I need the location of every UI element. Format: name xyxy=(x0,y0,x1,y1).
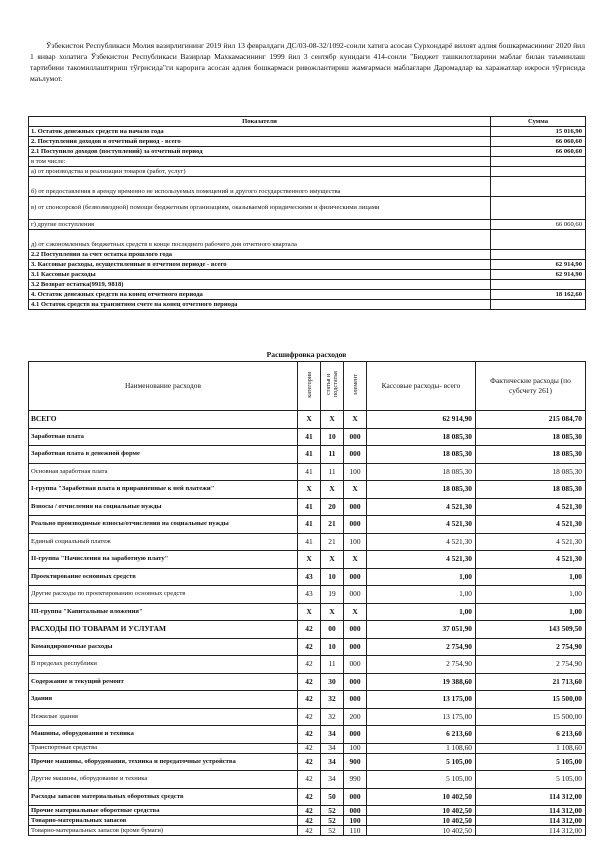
expense-article: 34 xyxy=(321,771,344,789)
summary-label: 3. Кассовые расходы, осуществленные в отчетном периоде - всего xyxy=(29,260,491,270)
expense-actual: 6 213,60 xyxy=(476,726,586,744)
expense-article: 52 xyxy=(321,806,344,816)
expense-category: 42 xyxy=(298,743,321,753)
expense-name: Содержание и текущий ремонт xyxy=(29,673,298,691)
summary-label: в том числе: xyxy=(29,157,491,167)
summary-value: 18 162,60 xyxy=(491,290,586,300)
expense-category: 42 xyxy=(298,771,321,789)
expense-name: Другие машины, оборудование и техника xyxy=(29,771,298,789)
expense-article: 21 xyxy=(321,516,344,534)
expense-element: X xyxy=(344,481,367,499)
expense-name: Взносы / отчисления на социальные нужды xyxy=(29,498,298,516)
summary-row xyxy=(29,220,586,230)
expense-cash: 6 213,60 xyxy=(367,726,476,744)
expense-row xyxy=(29,533,586,551)
expense-row xyxy=(29,708,586,726)
summary-value xyxy=(491,230,586,250)
expense-category: 42 xyxy=(298,806,321,816)
expense-row xyxy=(29,551,586,569)
expense-article: 10 xyxy=(321,568,344,586)
expense-article: 34 xyxy=(321,753,344,771)
expense-element: 000 xyxy=(344,568,367,586)
expenses-table xyxy=(28,361,586,836)
expense-element: 000 xyxy=(344,673,367,691)
expense-row xyxy=(29,446,586,464)
expense-actual: 4 521,30 xyxy=(476,498,586,516)
expense-category: 41 xyxy=(298,533,321,551)
summary-row xyxy=(29,280,586,290)
expense-article: 32 xyxy=(321,691,344,709)
expense-name: Машины, оборудования и техника xyxy=(29,726,298,744)
expense-actual: 5 105,00 xyxy=(476,753,586,771)
expense-row xyxy=(29,568,586,586)
summary-label: 1. Остаток денежных средств на начало года xyxy=(29,127,491,137)
expense-element: X xyxy=(344,411,367,429)
expense-article: 21 xyxy=(321,533,344,551)
summary-label: д) от сэкономленных бюджетных средств в конце последнего рабочего дня отчетного квартала xyxy=(29,230,491,250)
expense-article: 10 xyxy=(321,638,344,656)
expense-row xyxy=(29,826,586,836)
expense-actual: 215 084,70 xyxy=(476,411,586,429)
expense-cash: 4 521,30 xyxy=(367,498,476,516)
expense-name: Нежилые здания xyxy=(29,708,298,726)
expense-element: 000 xyxy=(344,691,367,709)
expense-element: 100 xyxy=(344,533,367,551)
expense-name: Заработная плата в денежной форме xyxy=(29,446,298,464)
expense-category: 43 xyxy=(298,586,321,604)
expense-element: 000 xyxy=(344,638,367,656)
expense-article: X xyxy=(321,481,344,499)
expense-name: Товарно-материальных запасов xyxy=(29,816,298,826)
expense-row xyxy=(29,586,586,604)
expense-category: X xyxy=(298,551,321,569)
actual-column-header: Фактические расходы (по субсчету 261) xyxy=(476,362,586,411)
expense-actual: 18 085,30 xyxy=(476,428,586,446)
expense-category: 41 xyxy=(298,428,321,446)
expense-cash: 2 754,90 xyxy=(367,656,476,674)
expense-article: 34 xyxy=(321,726,344,744)
expense-cash: 1,00 xyxy=(367,586,476,604)
expense-actual: 5 105,00 xyxy=(476,771,586,789)
expense-name: I-группа "Заработная плата и приравненные к ней платежи" xyxy=(29,481,298,499)
summary-value: 66 060,60 xyxy=(491,147,586,157)
expense-article: 20 xyxy=(321,498,344,516)
expense-cash: 2 754,90 xyxy=(367,638,476,656)
summary-value xyxy=(491,167,586,177)
expense-cash: 18 085,30 xyxy=(367,428,476,446)
expense-name: Командировочные расходы xyxy=(29,638,298,656)
expense-row xyxy=(29,411,586,429)
article-column-header: статья и подстатья xyxy=(325,371,339,398)
expenses-title: Расшифровка расходов xyxy=(266,350,347,359)
summary-row xyxy=(29,167,586,177)
expense-cash: 4 521,30 xyxy=(367,533,476,551)
expense-element: 100 xyxy=(344,816,367,826)
expense-actual: 2 754,90 xyxy=(476,638,586,656)
expense-article: 30 xyxy=(321,673,344,691)
expense-element: 000 xyxy=(344,446,367,464)
summary-row xyxy=(29,127,586,137)
expense-name: Заработная плата xyxy=(29,428,298,446)
expense-cash: 1 108,60 xyxy=(367,743,476,753)
expense-element: 000 xyxy=(344,586,367,604)
summary-label: 4. Остаток денежных средств на конец отчетного периода xyxy=(29,290,491,300)
expense-article: 32 xyxy=(321,708,344,726)
summary-value xyxy=(491,157,586,167)
expense-name: Другие расходы по проектированию основных средств xyxy=(29,586,298,604)
expense-category: 42 xyxy=(298,621,321,639)
expense-name: Прочие материальные оборотные средства xyxy=(29,806,298,816)
expense-name: Транспортные средства xyxy=(29,743,298,753)
expense-article: 00 xyxy=(321,621,344,639)
expense-cash: 18 085,30 xyxy=(367,463,476,481)
expense-element: 200 xyxy=(344,708,367,726)
summary-table xyxy=(28,116,586,310)
expense-element: 000 xyxy=(344,498,367,516)
expense-actual: 1,00 xyxy=(476,586,586,604)
name-column-header: Наименование расходов xyxy=(29,362,298,411)
expense-row xyxy=(29,753,586,771)
expense-actual: 21 713,60 xyxy=(476,673,586,691)
summary-row xyxy=(29,270,586,280)
expense-category: 42 xyxy=(298,708,321,726)
expense-row xyxy=(29,806,586,816)
expense-cash: 4 521,30 xyxy=(367,551,476,569)
expense-cash: 18 085,30 xyxy=(367,481,476,499)
expense-row xyxy=(29,691,586,709)
summary-row xyxy=(29,300,586,310)
expense-cash: 10 402,50 xyxy=(367,806,476,816)
summary-value: 62 914,90 xyxy=(491,270,586,280)
expense-row xyxy=(29,621,586,639)
expense-element: X xyxy=(344,603,367,621)
summary-label: 3.1 Кассовые расходы xyxy=(29,270,491,280)
expense-cash: 13 175,00 xyxy=(367,691,476,709)
expense-article: X xyxy=(321,411,344,429)
summary-label: 2.1 Поступило доходов (поступлений) за отчетный период xyxy=(29,147,491,157)
expense-cash: 10 402,50 xyxy=(367,816,476,826)
expense-name: Единый социальный платеж xyxy=(29,533,298,551)
expense-element: 110 xyxy=(344,826,367,836)
expense-article: 11 xyxy=(321,656,344,674)
summary-row xyxy=(29,197,586,220)
expense-cash: 4 521,30 xyxy=(367,516,476,534)
expense-name: II-группа "Начисления на заработную плату" xyxy=(29,551,298,569)
element-column-header: элемент xyxy=(351,373,359,396)
expense-row xyxy=(29,603,586,621)
intro-paragraph: Ўзбекистон Республикаси Молия вазирлигининг 2019 йил 13 февралдаги ДС/03-08-32/1092-сонли хатига асосан Сурхондарё вилоят адлия бошкармасининг 2020 йил 1 январ холатига Ўзбекистон Республикаси Вазирлар Махкамасининг 1999 йил 3 сентябр кунидаги 414-сонли "Бюджет ташкилотларини маблағ билан таъминлаш тартибини такомиллаштириш тўғрисида"ги карорига асосан адлия бошкармаси ривожлантириш жамғармаси маблағлари Даромадлар ва харажатлар ижроси тўғрисида маълумот. xyxy=(30,41,585,83)
expense-category: 42 xyxy=(298,788,321,806)
summary-label: б) от предоставления в аренду временно не используемых помещений и другого государственного имущества xyxy=(29,177,491,197)
summary-header-row xyxy=(29,117,586,127)
cash-column-header: Кассовые расходы- всего xyxy=(367,362,476,411)
summary-row xyxy=(29,250,586,260)
expense-actual: 1,00 xyxy=(476,603,586,621)
expense-element: 000 xyxy=(344,806,367,816)
expense-category: 42 xyxy=(298,816,321,826)
expense-row xyxy=(29,638,586,656)
expense-actual: 2 754,90 xyxy=(476,656,586,674)
summary-row xyxy=(29,290,586,300)
summary-row xyxy=(29,157,586,167)
expense-article: 11 xyxy=(321,463,344,481)
expense-actual: 114 312,00 xyxy=(476,806,586,816)
expense-element: 100 xyxy=(344,463,367,481)
expense-row xyxy=(29,673,586,691)
expense-article: 19 xyxy=(321,586,344,604)
summary-value xyxy=(491,250,586,260)
expense-row xyxy=(29,463,586,481)
expense-category: 41 xyxy=(298,516,321,534)
expense-name: III-группа "Капитальные вложения" xyxy=(29,603,298,621)
expense-cash: 10 402,50 xyxy=(367,826,476,836)
expense-article: 11 xyxy=(321,446,344,464)
expense-cash: 19 388,60 xyxy=(367,673,476,691)
expense-name: Реально производимые взносы/отчисления на социальные нужды xyxy=(29,516,298,534)
expense-category: 41 xyxy=(298,446,321,464)
expense-actual: 4 521,30 xyxy=(476,516,586,534)
expense-name: Основная заработная плата xyxy=(29,463,298,481)
expense-actual: 4 521,30 xyxy=(476,551,586,569)
expense-cash: 18 085,30 xyxy=(367,446,476,464)
expense-actual: 18 085,30 xyxy=(476,446,586,464)
expense-actual: 114 312,00 xyxy=(476,826,586,836)
expense-category: 42 xyxy=(298,726,321,744)
expense-name: Здания xyxy=(29,691,298,709)
summary-label: 3.2 Возврат остатка(9919, 9818) xyxy=(29,280,491,290)
expense-category: X xyxy=(298,603,321,621)
expense-actual: 18 085,30 xyxy=(476,463,586,481)
expense-cash: 13 175,00 xyxy=(367,708,476,726)
expense-actual: 4 521,30 xyxy=(476,533,586,551)
expense-cash: 10 402,50 xyxy=(367,788,476,806)
expense-row xyxy=(29,788,586,806)
summary-value xyxy=(491,300,586,310)
summary-row xyxy=(29,260,586,270)
expense-name: Товарно-материальных запасов (кроме бумаги) xyxy=(29,826,298,836)
expense-element: 000 xyxy=(344,428,367,446)
summary-value: 62 914,90 xyxy=(491,260,586,270)
expense-actual: 18 085,30 xyxy=(476,481,586,499)
expense-row xyxy=(29,816,586,826)
expense-article: X xyxy=(321,551,344,569)
expense-category: X xyxy=(298,411,321,429)
expense-element: 000 xyxy=(344,788,367,806)
expense-category: 43 xyxy=(298,568,321,586)
expense-row xyxy=(29,743,586,753)
expense-category: X xyxy=(298,481,321,499)
expense-article: 34 xyxy=(321,743,344,753)
expense-article: X xyxy=(321,603,344,621)
expense-name: ВСЕГО xyxy=(29,411,298,429)
expense-actual: 143 509,50 xyxy=(476,621,586,639)
expense-actual: 1,00 xyxy=(476,568,586,586)
expense-article: 52 xyxy=(321,816,344,826)
expense-element: X xyxy=(344,551,367,569)
expense-cash: 62 914,90 xyxy=(367,411,476,429)
expense-category: 42 xyxy=(298,638,321,656)
expense-category: 42 xyxy=(298,656,321,674)
expense-actual: 114 312,00 xyxy=(476,788,586,806)
expense-article: 50 xyxy=(321,788,344,806)
expense-actual: 1 108,60 xyxy=(476,743,586,753)
expenses-header-row xyxy=(29,362,586,411)
expense-article: 52 xyxy=(321,826,344,836)
expense-element: 000 xyxy=(344,516,367,534)
category-column-header: категория xyxy=(305,371,313,398)
summary-row xyxy=(29,177,586,197)
expense-row xyxy=(29,656,586,674)
expense-cash: 5 105,00 xyxy=(367,771,476,789)
expense-actual: 15 500,00 xyxy=(476,691,586,709)
expense-category: 42 xyxy=(298,826,321,836)
expense-row xyxy=(29,771,586,789)
expense-row xyxy=(29,481,586,499)
expense-element: 000 xyxy=(344,621,367,639)
expense-category: 42 xyxy=(298,753,321,771)
expense-category: 42 xyxy=(298,673,321,691)
sum-column-header: Сумма xyxy=(491,117,586,127)
expense-element: 900 xyxy=(344,753,367,771)
expense-article: 10 xyxy=(321,428,344,446)
summary-label: г) другие поступления xyxy=(29,220,491,230)
expense-name: Проектирование основных средств xyxy=(29,568,298,586)
summary-label: 2. Поступления доходов в отчетный период - всего xyxy=(29,137,491,147)
summary-value xyxy=(491,177,586,197)
expense-category: 42 xyxy=(298,691,321,709)
expense-element: 990 xyxy=(344,771,367,789)
expense-element: 100 xyxy=(344,743,367,753)
expense-row xyxy=(29,516,586,534)
expense-cash: 5 105,00 xyxy=(367,753,476,771)
expense-cash: 1,00 xyxy=(367,568,476,586)
expense-name: РАСХОДЫ ПО ТОВАРАМ И УСЛУГАМ xyxy=(29,621,298,639)
summary-row xyxy=(29,230,586,250)
summary-value xyxy=(491,197,586,220)
expense-element: 000 xyxy=(344,726,367,744)
expense-row xyxy=(29,726,586,744)
expense-name: В пределах республики xyxy=(29,656,298,674)
expense-cash: 37 051,90 xyxy=(367,621,476,639)
summary-label: 4.1 Остаток средств на транзитном счете на конец отчетного периода xyxy=(29,300,491,310)
summary-label: а) от производства и реализации товаров (работ, услуг) xyxy=(29,167,491,177)
summary-value xyxy=(491,280,586,290)
expense-actual: 15 500,00 xyxy=(476,708,586,726)
expense-row xyxy=(29,498,586,516)
summary-label: 2.2 Поступления за счет остатка прошлого года xyxy=(29,250,491,260)
expense-actual: 114 312,00 xyxy=(476,816,586,826)
expense-category: 41 xyxy=(298,498,321,516)
summary-label: в) от спонсорской (безвозмездной) помощи бюджетным организациям, оказываемой юридическими и физическими лицами xyxy=(29,197,491,220)
expense-cash: 1,00 xyxy=(367,603,476,621)
expense-name: Прочие машины, оборудования, техника и передаточные устройства xyxy=(29,753,298,771)
summary-value: 15 016,90 xyxy=(491,127,586,137)
summary-value: 66 060,60 xyxy=(491,137,586,147)
expense-element: 000 xyxy=(344,656,367,674)
expense-row xyxy=(29,428,586,446)
summary-row xyxy=(29,137,586,147)
summary-value: 66 060,60 xyxy=(491,220,586,230)
expense-category: 41 xyxy=(298,463,321,481)
expense-name: Расходы запасов материальных оборотных средств xyxy=(29,788,298,806)
summary-row xyxy=(29,147,586,157)
indicator-column-header: Показатели xyxy=(29,117,491,127)
